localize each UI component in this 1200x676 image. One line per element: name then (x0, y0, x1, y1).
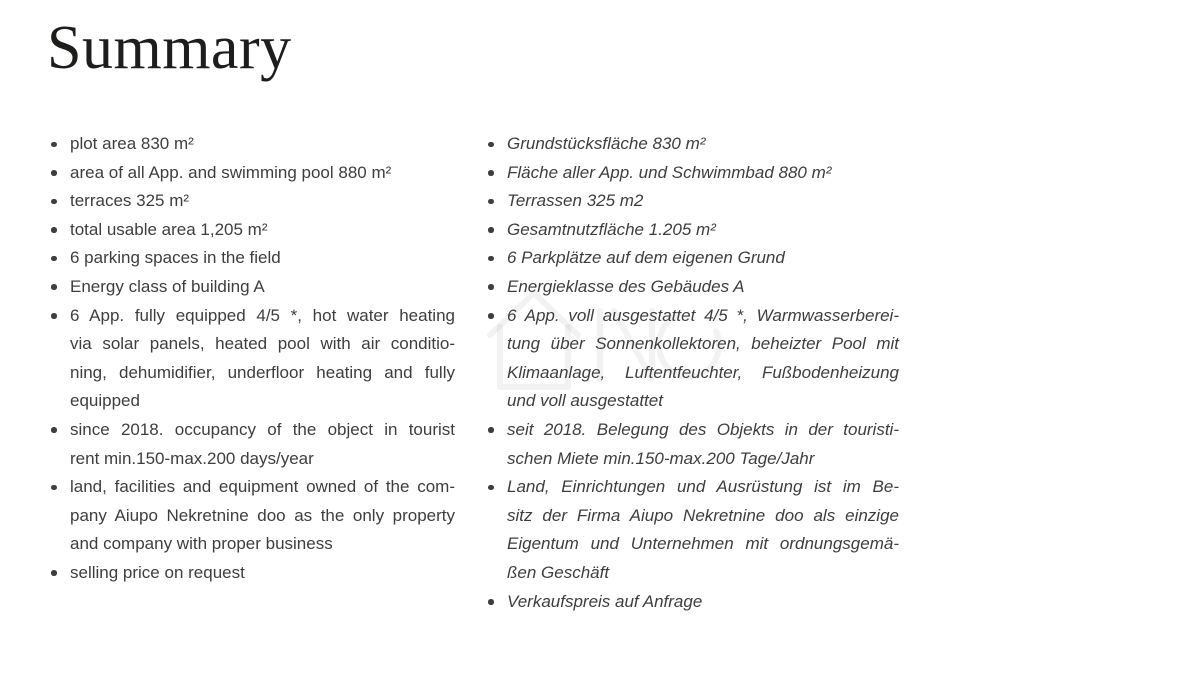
list-item-line: equipped (70, 391, 140, 411)
list-item-text (70, 130, 455, 159)
list-item (50, 244, 455, 273)
list-item (487, 216, 899, 245)
list-item (50, 473, 455, 559)
bullet-icon (50, 187, 70, 216)
bullet-icon (487, 187, 507, 216)
bullet-icon (487, 159, 507, 188)
list-item-text (507, 130, 899, 159)
list-item (487, 473, 899, 587)
list-item-line: land, facilities and equipment owned of the com- (70, 477, 455, 497)
list-item (50, 559, 455, 588)
list-item (50, 130, 455, 159)
list-item-line: Land, Einrichtungen und Ausrüstung ist im Be- (507, 477, 899, 497)
list-item-line: Gesamtnutzfläche 1.205 m² (507, 219, 716, 239)
list-item-line: Eigentum und Unternehmen mit ordnungsgemä- (507, 534, 899, 554)
bullet-icon (487, 473, 507, 587)
bullet-list-german (487, 130, 899, 616)
list-item-text (70, 473, 455, 559)
list-item (487, 244, 899, 273)
list-item-line: selling price on request (70, 562, 245, 582)
list-item-line: Fläche aller App. und Schwimmbad 880 m² (507, 162, 832, 182)
list-item-line: Verkaufspreis auf Anfrage (507, 591, 703, 611)
list-item-line: schen Miete min.150-max.200 Tage/Jahr (507, 448, 815, 468)
bullet-icon (487, 130, 507, 159)
list-item-text (507, 244, 899, 273)
bullet-icon (487, 302, 507, 416)
bullet-icon (50, 273, 70, 302)
list-item-line: 6 parking spaces in the field (70, 248, 281, 268)
list-item-text (70, 273, 455, 302)
list-item-line: 6 App. fully equipped 4/5 *, hot water heating (70, 305, 455, 325)
bullet-icon (50, 244, 70, 273)
list-item-text (70, 244, 455, 273)
list-item-line: pany Aiupo Nekretnine doo as the only property (70, 505, 455, 525)
list-item-line: via solar panels, heated pool with air conditio- (70, 334, 455, 354)
list-item (50, 216, 455, 245)
bullet-icon (487, 416, 507, 473)
bullet-icon (50, 302, 70, 416)
list-item-line: total usable area 1,205 m² (70, 219, 268, 239)
list-item-text (70, 302, 455, 416)
bullet-list-english (50, 130, 455, 616)
bullet-icon (487, 273, 507, 302)
list-item (487, 588, 899, 617)
list-item (487, 302, 899, 416)
list-item (50, 273, 455, 302)
list-item-line: ßen Geschäft (507, 562, 610, 582)
bullet-icon (50, 473, 70, 559)
list-item-line: Grundstücksfläche 830 m² (507, 134, 706, 153)
bullet-icon (50, 216, 70, 245)
list-item-text (70, 216, 455, 245)
list-item-line: rent min.150-max.200 days/year (70, 448, 314, 468)
bullet-icon (50, 159, 70, 188)
list-item-line: tung über Sonnenkollektoren, beheizter Pool mit (507, 334, 899, 354)
list-item-line: 6 Parkplätze auf dem eigenen Grund (507, 248, 785, 268)
list-item-text (507, 216, 899, 245)
list-item-line: terraces 325 m² (70, 191, 190, 211)
list-item-line: sitz der Firma Aiupo Nekretnine doo als einzige (507, 505, 899, 525)
list-item (50, 187, 455, 216)
list-item (487, 416, 899, 473)
list-item-text (507, 273, 899, 302)
bullet-icon (50, 130, 70, 159)
list-item (50, 416, 455, 473)
list-item (487, 159, 899, 188)
bullet-icon (50, 416, 70, 473)
list-item (487, 187, 899, 216)
list-item-line: Energieklasse des Gebäudes A (507, 276, 745, 296)
list-item (487, 273, 899, 302)
list-item-text (507, 416, 899, 473)
list-item-line: plot area 830 m² (70, 134, 194, 153)
bullet-icon (487, 244, 507, 273)
list-item-line: seit 2018. Belegung des Objekts in der touristi- (507, 419, 899, 439)
bullet-icon (50, 559, 70, 588)
list-item-text (70, 187, 455, 216)
list-item-text (507, 187, 899, 216)
list-item-text (70, 416, 455, 473)
list-item-text (507, 473, 899, 587)
list-item (50, 302, 455, 416)
list-item-line: since 2018. occupancy of the object in tourist (70, 419, 455, 439)
list-item-line: Terrassen 325 m2 (507, 191, 644, 211)
list-item (487, 130, 899, 159)
list-item (50, 159, 455, 188)
list-item-text (507, 588, 899, 617)
bullet-icon (487, 216, 507, 245)
list-item-line: Klimaanlage, Luftentfeuchter, Fußbodenheizung (507, 362, 899, 382)
list-item-line: area of all App. and swimming pool 880 m² (70, 162, 392, 182)
list-item-line: 6 App. voll ausgestattet 4/5 *, Warmwasserberei- (507, 305, 899, 325)
bullet-icon (487, 588, 507, 617)
list-item-line: and company with proper business (70, 534, 333, 554)
list-item-text (507, 159, 899, 188)
list-item-line: Energy class of building A (70, 276, 265, 296)
list-item-text (70, 159, 455, 188)
list-item-line: und voll ausgestattet (507, 391, 663, 411)
bullet-columns (50, 130, 899, 616)
list-item-text (70, 559, 455, 588)
page-title: Summary (47, 14, 292, 82)
list-item-text (507, 302, 899, 416)
list-item-line: ning, dehumidifier, underfloor heating and fully (70, 362, 455, 382)
